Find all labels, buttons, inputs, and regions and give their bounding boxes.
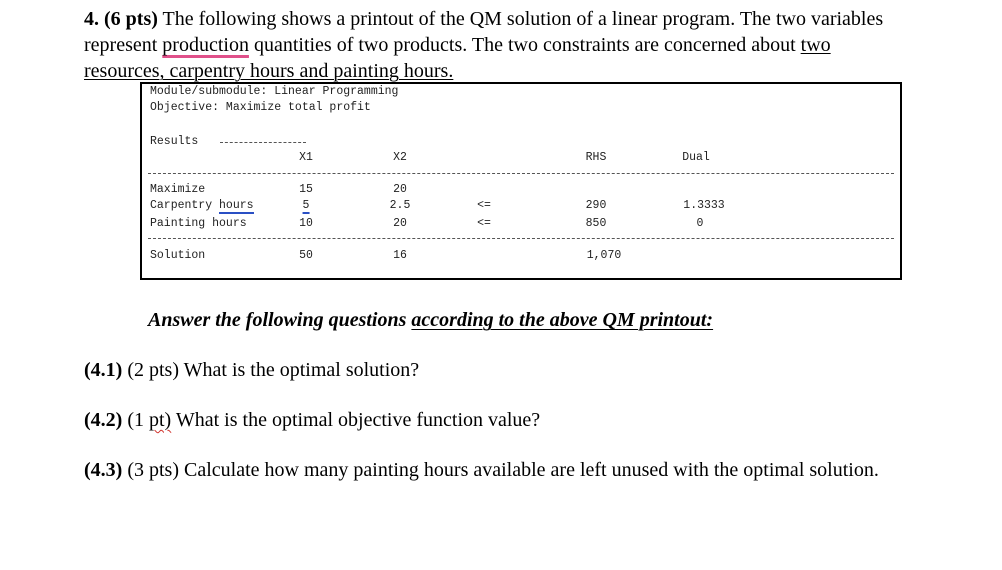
question-4-2-pre: (1 xyxy=(122,409,149,431)
production-word: production xyxy=(162,34,249,56)
row-carpentry-rhs: 290 xyxy=(585,199,607,212)
solution-rhs: 1,070 xyxy=(586,249,622,262)
results-label: Results xyxy=(150,135,199,148)
answer-heading-prefix: Answer the following questions xyxy=(148,309,412,331)
header-x1: X1 xyxy=(299,151,313,164)
header-dual: Dual xyxy=(682,151,710,164)
question-4-1-number: (4.1) xyxy=(84,359,123,381)
header-x2: X2 xyxy=(393,151,407,164)
row-carpentry-dual: 1.3333 xyxy=(683,199,725,212)
row-carpentry-label xyxy=(150,199,254,213)
question-4-2-number: (4.2) xyxy=(84,409,123,431)
solution-label: Solution xyxy=(150,249,206,262)
question-4-3-text: (3 pts) Calculate how many painting hours available are left unused with the optimal solution. xyxy=(122,459,879,481)
two-resources-text: two resources, carpentry hours and painting hours. xyxy=(84,34,831,82)
problem-text-2: quantities of two products. The two constraints are concerned about xyxy=(248,34,801,56)
question-4-2-text: What is the optimal objective function value? xyxy=(171,409,541,431)
row-carpentry-label-a: Carpentry xyxy=(150,199,220,212)
row-maximize-x2: 20 xyxy=(393,183,407,196)
answer-heading xyxy=(148,309,713,332)
question-4-3 xyxy=(84,457,914,483)
solution-x1: 50 xyxy=(299,249,313,262)
question-4-3-number: (4.3) xyxy=(84,459,123,481)
row-carpentry-x1: 5 xyxy=(302,199,310,212)
row-painting-dual: 0 xyxy=(696,217,704,230)
header-rhs: RHS xyxy=(585,151,607,164)
problem-text-1: The following shows a printout of the QM solution of a linear program. The two variables represent xyxy=(84,8,884,56)
row-painting-x2: 20 xyxy=(393,217,407,230)
question-4-2 xyxy=(84,407,914,433)
problem-points: (6 pts) xyxy=(104,8,158,30)
qm-printout xyxy=(140,82,902,280)
row-painting-rhs: 850 xyxy=(585,217,607,230)
row-painting-x1: 10 xyxy=(299,217,313,230)
module-line: Module/submodule: Linear Programming xyxy=(150,85,399,98)
row-maximize-x1: 15 xyxy=(299,183,313,196)
answer-heading-underlined: according to the above QM printout: xyxy=(411,309,714,331)
objective-line: Objective: Maximize total profit xyxy=(150,101,371,114)
question-4-2-pt: pt) xyxy=(149,409,172,431)
divider-top xyxy=(148,173,894,174)
question-4-1-text: (2 pts) What is the optimal solution? xyxy=(122,359,420,381)
row-painting-label: Painting hours xyxy=(150,217,247,230)
divider-bottom xyxy=(148,238,894,239)
results-dashes xyxy=(220,142,306,143)
row-maximize-label: Maximize xyxy=(150,183,206,196)
row-carpentry-x2: 2.5 xyxy=(389,199,411,212)
row-painting-sign: <= xyxy=(477,217,491,230)
solution-x2: 16 xyxy=(393,249,407,262)
row-carpentry-label-b: hours xyxy=(219,199,254,212)
question-4-1 xyxy=(84,357,914,383)
problem-number: 4. xyxy=(84,8,99,30)
row-carpentry-sign: <= xyxy=(477,199,491,212)
problem-statement xyxy=(84,6,914,84)
